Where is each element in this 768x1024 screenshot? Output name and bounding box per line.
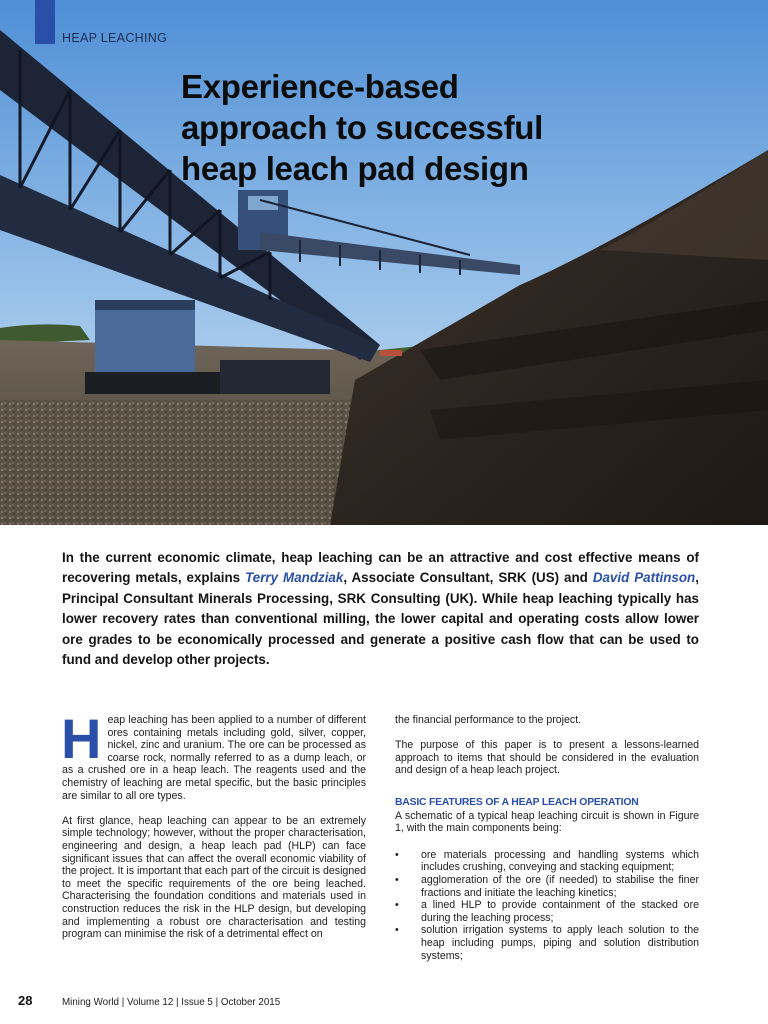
page-number: 28 — [18, 993, 33, 1008]
standfirst-text-2: , Associate Consultant, SRK (US) and — [343, 570, 593, 586]
running-footer: Mining World | Volume 12 | Issue 5 | October 2015 — [62, 997, 281, 1008]
section-accent-bar — [35, 0, 55, 44]
body-paragraph-3: the financial performance to the project. — [395, 714, 582, 726]
component-list — [395, 849, 699, 962]
list-item: • agglomeration of the ore (if needed) to stabilise the finer fractions and initiate the leaching kinetics; — [395, 874, 699, 899]
headline-line-3: heap leach pad design — [181, 150, 529, 187]
author-link-2: David Pattinson — [592, 570, 696, 586]
standfirst-text-3: , Principal Consultant Minerals Processing, SRK Consulting (UK). While heap leaching typically has lower recovery rates than conventional milling, the lower capital and operating costs allow lower ore grades to be economically processed and generate a positive cash flow that can be used to fund and develop other projects. — [62, 570, 699, 668]
standfirst-text-1: In the current economic climate, heap leaching can be an attractive and cost effective means of recovering metals, explains — [62, 550, 699, 586]
article-headline — [181, 66, 661, 189]
body-paragraph-5: A schematic of a typical heap leaching circuit is shown in Figure 1, with the main components being: — [395, 809, 699, 835]
body-paragraph-1 — [61, 707, 366, 802]
list-item: • solution irrigation systems to apply leach solution to the heap including pumps, piping and solution distribution systems; — [395, 924, 699, 962]
body-column-left — [61, 707, 366, 953]
section-subheading: BASIC FEATURES OF A HEAP LEACH OPERATION — [395, 796, 639, 808]
headline-line-1: Experience-based — [181, 68, 459, 105]
list-item: • ore materials processing and handling systems which includes crushing, conveying and stacking equipment; — [395, 849, 699, 874]
author-link-1: Terry Mandziak — [245, 570, 344, 586]
body-paragraph-2: At first glance, heap leaching can appear to be an extremely simple technology; however, without the proper characterisation, engineering and design, a heap leach pad (HLP) can face significant issues that can affect the overall economic viability of the project. It is important that each part of the circuit is designed to meet the specific requirements of the ore being leached. Characterising the foundation conditions and materials used in construction reduces the risk in the HLP design, but developing and implementing a robust ore characterisation and testing program can minimise the risk of a detrimental effect on — [62, 814, 366, 941]
body-column-right — [395, 714, 699, 962]
section-tag: HEAP LEACHING — [62, 31, 168, 45]
standfirst — [62, 548, 699, 670]
headline-line-2: approach to successful — [181, 109, 544, 146]
paragraph-1-text: eap leaching has been applied to a number of different ores containing metals including gold, silver, copper, nickel, zinc and uranium. The ore can be processed as coarse rock, normally referred to as a dump leach, or as a crushed ore in a heap leach. The reagents used and the chemistry of leaching are metal specific, but the basic principles are similar to all ore types. — [62, 714, 366, 802]
drop-cap: H — [61, 707, 102, 770]
body-paragraph-4: The purpose of this paper is to present a lessons-learned approach to items that should be considered in the evaluation and design of a heap leach project. — [395, 739, 699, 777]
list-item: • a lined HLP to provide containment of the stacked ore during the leaching process; — [395, 899, 699, 924]
